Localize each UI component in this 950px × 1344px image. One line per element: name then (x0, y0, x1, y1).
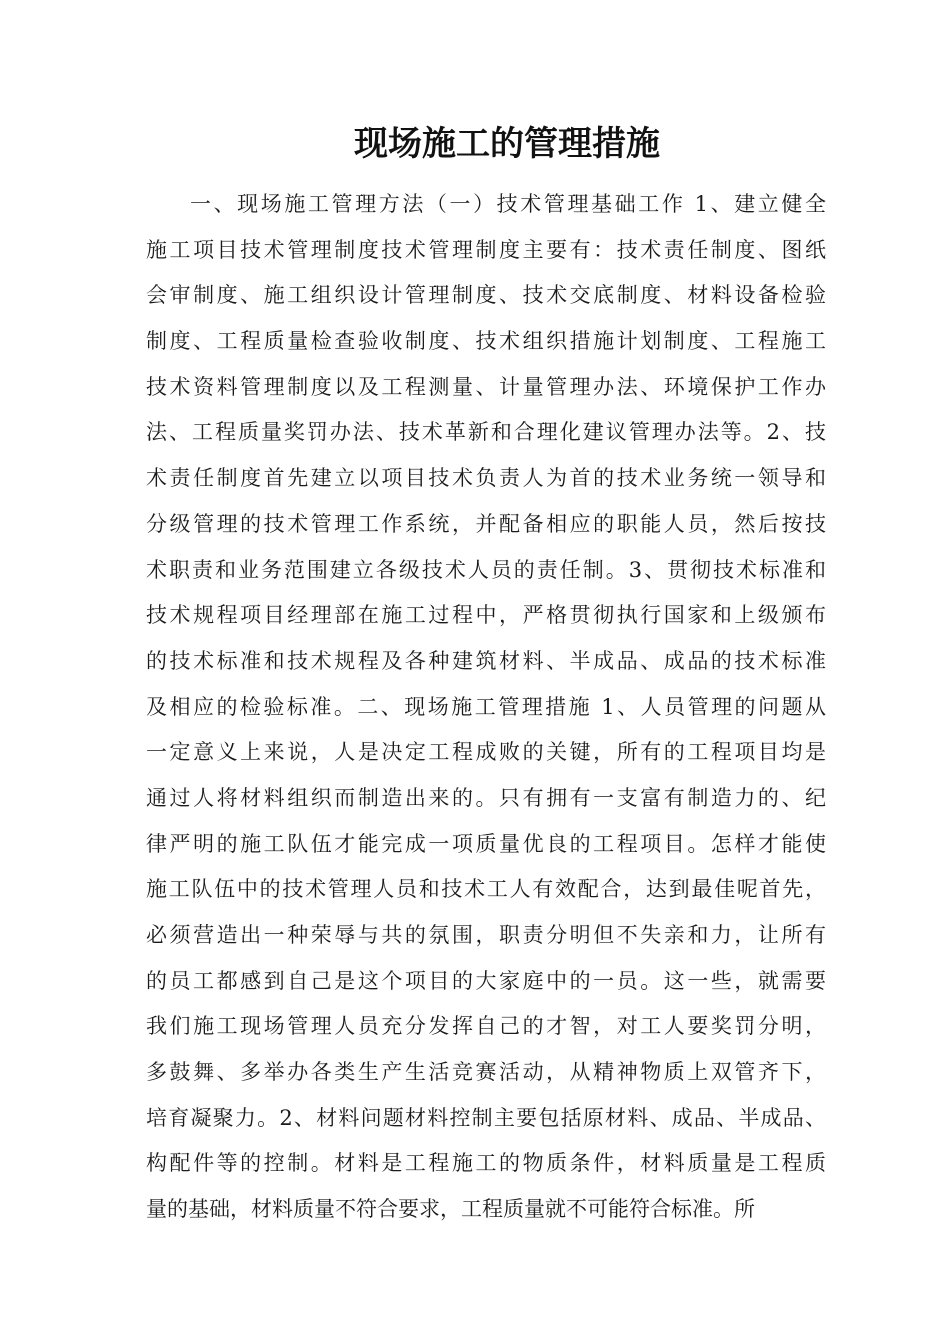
document-body (146, 182, 826, 1233)
body-line: 构配件等的控制。材料是工程施工的物质条件，材料质量是工程质 (146, 1151, 826, 1176)
body-line: 必须营造出一种荣辱与共的氛围，职责分明但不失亲和力，让所有 (146, 923, 826, 947)
document-title (0, 118, 950, 170)
body-line: 施工项目技术管理制度技术管理制度主要有：技术责任制度、图纸 (146, 237, 826, 262)
body-line: 培育凝聚力。2、材料问题材料控制主要包括原材料、成品、半成品、 (146, 1105, 826, 1130)
body-line: 术职责和业务范围建立各级技术人员的责任制。3、贯彻技术标准和 (146, 557, 826, 582)
body-line: 会审制度、施工组织设计管理制度、技术交底制度、材料设备检验 (146, 283, 826, 308)
body-line: 制度、工程质量检查验收制度、技术组织措施计划制度、工程施工 (146, 329, 826, 354)
body-line: 的技术标准和技术规程及各种建筑材料、半成品、成品的技术标准 (146, 648, 826, 673)
body-line: 技术资料管理制度以及工程测量、计量管理办法、环境保护工作办 (146, 374, 826, 399)
body-line: 多鼓舞、多举办各类生产生活竞赛活动，从精神物质上双管齐下， (146, 1060, 826, 1085)
body-line: 分级管理的技术管理工作系统，并配备相应的职能人员，然后按技 (146, 511, 826, 536)
body-line: 的员工都感到自己是这个项目的大家庭中的一员。这一些，就需要 (146, 968, 826, 993)
body-line: 一定意义上来说，人是决定工程成败的关键，所有的工程项目均是 (146, 740, 826, 765)
body-line: 技术规程项目经理部在施工过程中，严格贯彻执行国家和上级颁布 (146, 603, 826, 628)
body-line: 术责任制度首先建立以项目技术负责人为首的技术业务统一领导和 (146, 466, 826, 491)
body-line: 施工队伍中的技术管理人员和技术工人有效配合，达到最佳呢首先， (146, 877, 826, 902)
body-line: 通过人将材料组织而制造出来的。只有拥有一支富有制造力的、纪 (146, 785, 826, 810)
body-line: 一、现场施工管理方法（一）技术管理基础工作 1、建立健全 (190, 192, 826, 216)
document-title-text: 现场施工的管理措施 (354, 124, 660, 164)
body-line: 律严明的施工队伍才能完成一项质量优良的工程项目。怎样才能使 (146, 831, 826, 856)
body-line: 我们施工现场管理人员充分发挥自己的才智，对工人要奖罚分明， (146, 1014, 826, 1039)
body-line: 法、工程质量奖罚办法、技术革新和合理化建议管理办法等。2、技 (146, 420, 826, 445)
body-line: 及相应的检验标准。二、现场施工管理措施 1、人员管理的问题从 (146, 694, 826, 719)
body-line: 量的基础，材料质量不符合要求，工程质量就不可能符合标准。所 (146, 1197, 755, 1222)
